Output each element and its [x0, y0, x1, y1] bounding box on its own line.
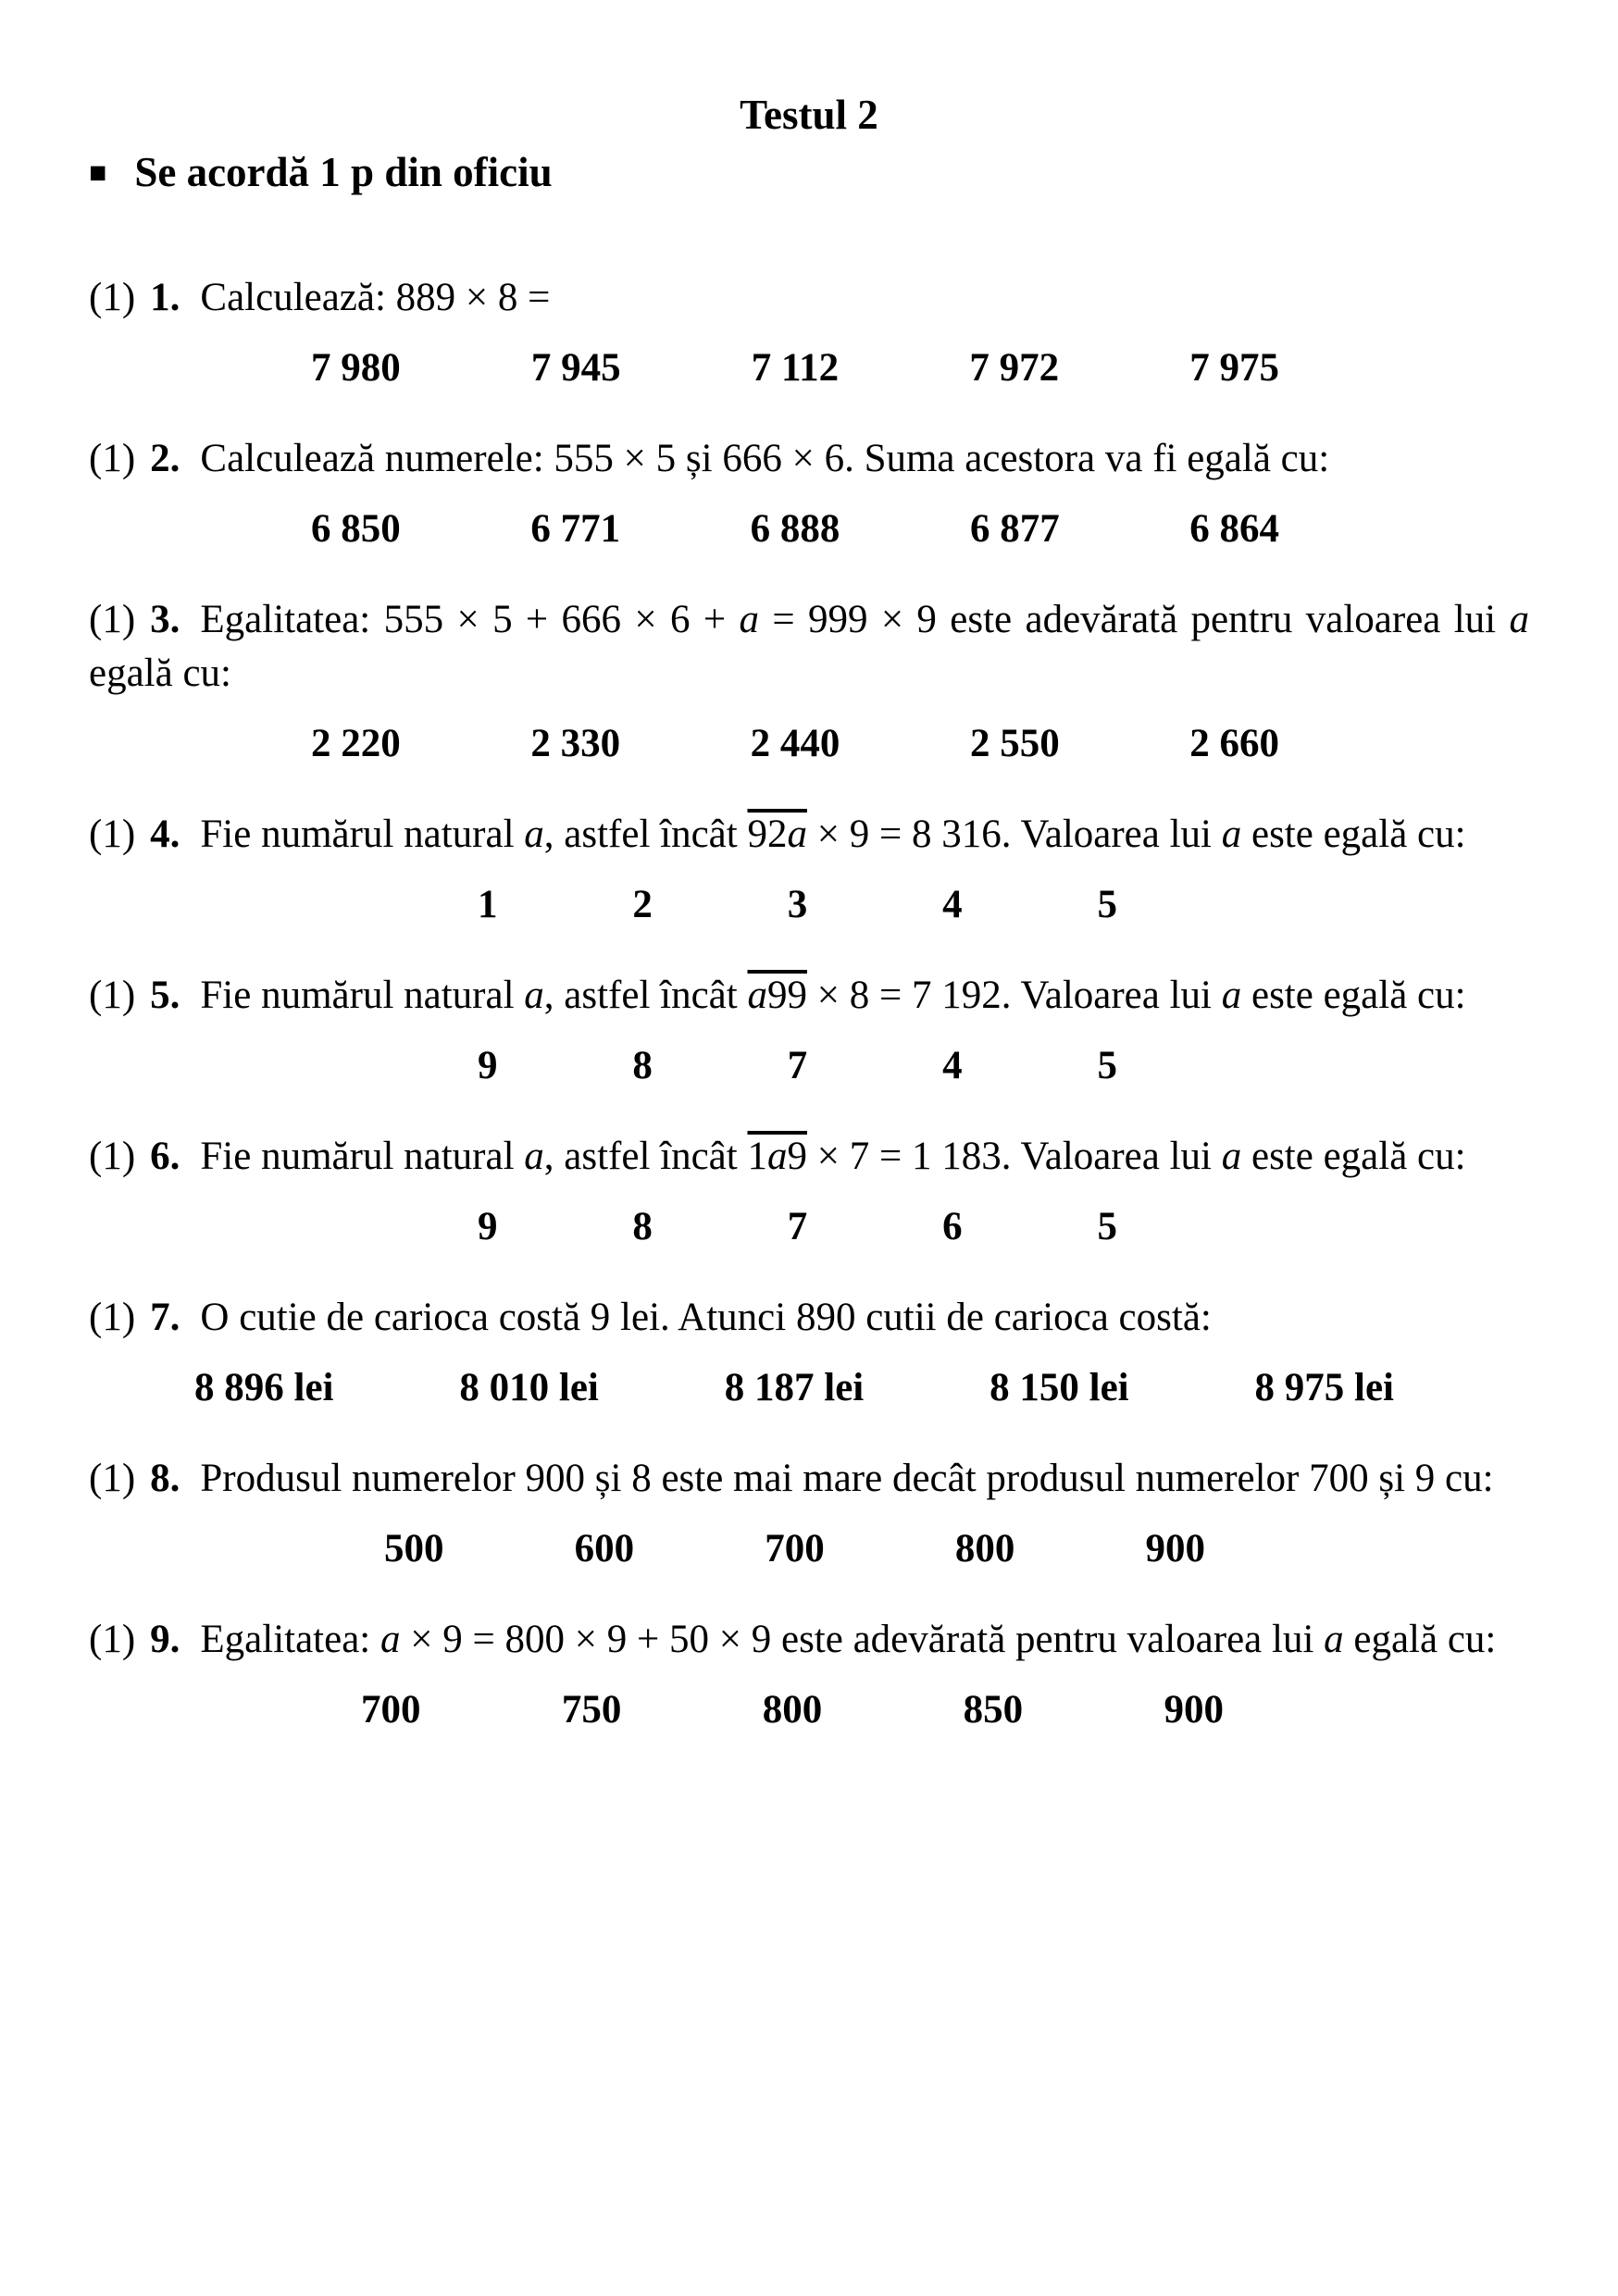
answer-option: 4: [942, 1044, 963, 1087]
question-item: [89, 1452, 1529, 1576]
question-points: (1): [89, 1135, 136, 1178]
question-text-segment: = 999 × 9 este adevărată pentru valoarea lui: [758, 598, 1510, 641]
question-text: [89, 808, 1529, 862]
question-list: [89, 271, 1529, 1737]
question-text-segment: a: [1221, 1135, 1242, 1178]
answer-option: 8: [632, 1044, 653, 1087]
question-number: 3.: [150, 598, 180, 641]
question-text: [89, 432, 1529, 486]
answer-row: [89, 1683, 1529, 1737]
answer-row: [89, 717, 1529, 771]
answer-row: [89, 1361, 1529, 1415]
question-text-segment: este egală cu:: [1241, 1135, 1466, 1178]
question-statement: [200, 276, 550, 319]
question-item: [89, 593, 1529, 771]
page-title: Testul 2: [740, 92, 878, 138]
answer-option: 6 888: [750, 507, 840, 551]
office-note-text: Se acordă 1 p din oficiu: [134, 149, 553, 195]
question-item: [89, 432, 1529, 556]
answer-option: 6 771: [530, 507, 621, 551]
answer-option: 2 220: [311, 722, 401, 765]
question-text-segment: a: [524, 813, 544, 856]
question-text-segment: 92: [747, 813, 788, 856]
question-points: (1): [89, 974, 136, 1017]
question-number: 8.: [150, 1457, 180, 1500]
question-item: [89, 1291, 1529, 1415]
question-text-segment: egală cu:: [89, 652, 231, 695]
answer-option: 8: [632, 1205, 653, 1248]
question-points: (1): [89, 437, 136, 480]
answer-option: 5: [1097, 883, 1117, 926]
answer-option: 2 330: [530, 722, 621, 765]
question-text-segment: a: [1221, 974, 1242, 1017]
answer-option: 2 440: [750, 722, 840, 765]
answer-option: 8 150 lei: [989, 1366, 1129, 1409]
question-statement: [200, 1296, 1211, 1339]
question-text-segment: a: [1509, 598, 1529, 641]
answer-option: 800: [762, 1688, 823, 1731]
answer-option: 9: [478, 1044, 498, 1087]
answer-option: 800: [954, 1527, 1015, 1570]
answer-option: 6 850: [311, 507, 401, 551]
question-statement: [200, 437, 1329, 480]
question-points: (1): [89, 598, 136, 641]
answer-option: 6: [942, 1205, 963, 1248]
question-text-segment: , astfel încât: [543, 813, 748, 856]
answer-option: 1: [478, 883, 498, 926]
answer-row: [89, 341, 1529, 395]
question-points: (1): [89, 1618, 136, 1661]
question-text-segment: 1: [747, 1135, 767, 1178]
answer-row: [89, 503, 1529, 556]
answer-option: 2: [632, 883, 653, 926]
answer-row: [89, 1039, 1529, 1093]
question-text-segment: O cutie de carioca costă 9 lei. Atunci 890 cutii de carioca costă:: [200, 1296, 1212, 1339]
question-text-segment: × 9 = 8 316. Valoarea lui: [806, 813, 1222, 856]
question-text-segment: este egală cu:: [1241, 813, 1466, 856]
answer-option: 850: [963, 1688, 1024, 1731]
question-text-segment: a: [1324, 1618, 1344, 1661]
question-text-segment: Fie numărul natural: [200, 974, 525, 1017]
answer-option: 6 877: [969, 507, 1060, 551]
question-text-segment: Calculează: 889 × 8 =: [200, 276, 551, 319]
question-text-segment: × 7 = 1 183. Valoarea lui: [806, 1135, 1222, 1178]
question-text: [89, 593, 1529, 701]
answer-option: 8 896 lei: [194, 1366, 334, 1409]
question-text-segment: × 8 = 7 192. Valoarea lui: [806, 974, 1222, 1017]
answer-option: 900: [1145, 1527, 1205, 1570]
question-points: (1): [89, 813, 136, 856]
answer-option: 7 112: [751, 346, 840, 390]
question-text-segment: este egală cu:: [1241, 974, 1466, 1017]
answer-option: 600: [574, 1527, 635, 1570]
question-number: 9.: [150, 1618, 180, 1661]
question-number: 4.: [150, 813, 180, 856]
question-number: 5.: [150, 974, 180, 1017]
question-text-segment: Egalitatea:: [200, 1618, 380, 1661]
question-points: (1): [89, 276, 136, 319]
question-number: 2.: [150, 437, 180, 480]
answer-option: 7 980: [311, 346, 401, 390]
question-statement: [200, 1135, 1465, 1178]
answer-option: 700: [765, 1527, 825, 1570]
question-text: [89, 1291, 1529, 1345]
question-text: [89, 1613, 1529, 1667]
question-statement: [200, 1457, 1493, 1500]
answer-option: 5: [1097, 1044, 1117, 1087]
question-number: 7.: [150, 1296, 180, 1339]
answer-option: 7 975: [1189, 346, 1279, 390]
question-text-segment: a: [380, 1618, 401, 1661]
office-note-line: [89, 145, 1529, 199]
answer-option: 6 864: [1189, 507, 1279, 551]
question-item: [89, 1613, 1529, 1737]
question-text: [89, 969, 1529, 1023]
answer-option: 750: [561, 1688, 622, 1731]
question-points: (1): [89, 1457, 136, 1500]
answer-option: 8 010 lei: [459, 1366, 599, 1409]
answer-option: 8 187 lei: [724, 1366, 865, 1409]
question-item: [89, 1130, 1529, 1254]
question-text-segment: $\overline{a}$: [766, 1135, 788, 1178]
answer-option: 8 975 lei: [1254, 1366, 1394, 1409]
question-number: 6.: [150, 1135, 180, 1178]
question-text-segment: $\overline{a}$: [787, 813, 807, 856]
answer-row: [89, 878, 1529, 932]
question-text-segment: egală cu:: [1343, 1618, 1497, 1661]
answer-option: 7 972: [969, 346, 1060, 390]
question-text-segment: Egalitatea: 555 × 5 + 666 × 6 +: [200, 598, 740, 641]
question-text: [89, 271, 1529, 325]
question-text-segment: a: [739, 598, 759, 641]
question-points: (1): [89, 1296, 136, 1339]
question-text-segment: × 9 = 800 × 9 + 50 × 9 este adevărată pentru valoarea lui: [400, 1618, 1325, 1661]
question-text-segment: , astfel încât: [543, 1135, 748, 1178]
answer-option: 500: [384, 1527, 444, 1570]
answer-option: 700: [361, 1688, 421, 1731]
question-text-segment: a: [524, 974, 544, 1017]
question-text-segment: Fie numărul natural: [200, 1135, 525, 1178]
answer-option: 7: [787, 1044, 808, 1087]
answer-option: 2 550: [969, 722, 1060, 765]
answer-option: 4: [942, 883, 963, 926]
square-bullet-icon: ■: [89, 155, 107, 189]
question-statement: [200, 813, 1465, 856]
answer-option: 7 945: [530, 346, 621, 390]
answer-row: [89, 1200, 1529, 1254]
question-item: [89, 969, 1529, 1093]
question-text-segment: , astfel încât: [543, 974, 748, 1017]
question-text-segment: a: [1221, 813, 1242, 856]
question-number: 1.: [150, 276, 180, 319]
answer-option: 5: [1097, 1205, 1117, 1248]
question-item: [89, 808, 1529, 932]
answer-option: 2 660: [1189, 722, 1279, 765]
question-item: [89, 271, 1529, 395]
question-text-segment: $\overline{a}$: [747, 974, 767, 1017]
answer-option: 7: [787, 1205, 808, 1248]
answer-row: [89, 1522, 1529, 1576]
question-text: [89, 1130, 1529, 1184]
question-text-segment: Fie numărul natural: [200, 813, 525, 856]
question-text-segment: a: [524, 1135, 544, 1178]
question-statement: [89, 598, 1529, 695]
question-text-segment: Produsul numerelor 900 și 8 este mai mare decât produsul numerelor 700 și 9 cu:: [200, 1457, 1494, 1500]
question-text-segment: Calculează numerele: 555 × 5 și 666 × 6. Suma acestora va fi egală cu:: [200, 437, 1330, 480]
answer-option: 3: [787, 883, 808, 926]
answer-option: 900: [1164, 1688, 1224, 1731]
question-text-segment: 99: [766, 974, 807, 1017]
question-text-segment: 9: [787, 1135, 807, 1178]
question-statement: [200, 974, 1465, 1017]
answer-option: 9: [478, 1205, 498, 1248]
question-statement: [200, 1618, 1496, 1661]
question-text: [89, 1452, 1529, 1506]
